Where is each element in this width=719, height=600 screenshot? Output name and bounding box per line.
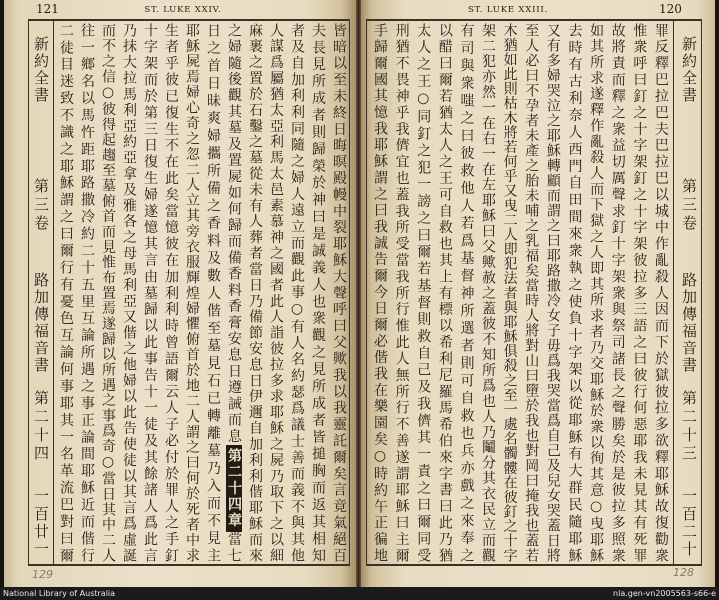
running-head: ST. LUKE XXIV. (144, 5, 222, 15)
text-column: 架二犯亦然一在右一在左耶穌曰父歟赦之蓋彼不知所爲也人乃鬮分其衣民立而觀 (480, 23, 497, 562)
text-column (224, 23, 243, 562)
text-column: 二徒目迷致不識之耶穌謂之曰爾行有憂色互論何事耶其一名革流巴對曰爾 (58, 23, 74, 562)
text-column: 去時有古利奈人西門自田間來衆執之使負十字架以從耶穌有大群民隨耶穌 (566, 23, 583, 562)
scan-footer (0, 587, 719, 600)
text-column: 夫長見所成者則歸榮於神曰是誠義人也衆觀之見所成者皆搥胸而返其相知 (310, 23, 326, 562)
text-body (370, 23, 670, 562)
margin-volume: 第三卷 (32, 178, 50, 230)
margin-volume: 第三卷 (680, 178, 698, 230)
handwritten-page-number: 128 (673, 566, 694, 579)
margin-collection-title: 新約全書 (680, 36, 698, 102)
handwritten-page-number: 129 (32, 568, 53, 581)
text-column: 木猶如此則枯木將若何乎又曳二人即犯法者與耶穌俱殺之至一處名髑髏在彼釘之十字 (501, 23, 518, 562)
text-column: 至人必曰不孕者未產之胎未哺之乳福矣當時人將對山曰墮於我也對岡曰掩我也蓋若 (523, 23, 540, 562)
text-column: 以醋曰爾若猶太人之王可自救也其上有標以希利尼羅馬希伯來字書曰此乃猶 (436, 23, 453, 562)
text-column: 如其所求遂釋作亂殺人而下獄之人即其所求者乃交耶穌於衆以徇其意○曳耶穌 (588, 23, 605, 562)
text-column: 惟衆呼曰釘之十字架釘之十字架彼拉多三語之曰彼行何惡耶我未見其有死罪 (631, 23, 648, 562)
text-column: 罪反釋巴拉巴夫巴拉巴以城中作亂殺人因而下於獄彼拉多欲釋耶穌故復勸衆 (652, 23, 669, 562)
text-column: 耶穌屍焉婦心奇之忽二人立其旁衣服輝煌婦懼俯首於地二人謂之曰何於死者中求 (184, 23, 200, 562)
right-page (361, 0, 715, 587)
scan-identifier: nla.gen-vn2005563-s66-e (613, 589, 716, 598)
left-page (4, 0, 356, 587)
text-column: 手歸爾國其憶我耶穌謂之曰我誠告爾今日爾必偕我在樂園矣○時約午正徧地 (372, 23, 388, 562)
text-column: 日之首日昧爽婦攜所備之香料及數人偕至墓見石已轉離墓乃入而不見主 (205, 23, 221, 562)
text-column: 而不之信○彼得起趨至墓俯首而見惟布置焉遂歸以所遇之事爲奇○當日其中二人 (100, 23, 116, 562)
text-column: 又有多婦哭泣之耶穌轉顧而謂之曰耶路撒冷女子毋爲我哭當爲自己及兒女哭蓋日將 (544, 23, 561, 562)
text-segment: 之婦隨後觀其墓及置屍如何歸而備香料香膏安息日遵誡而息 (226, 23, 242, 445)
margin-folio: 一百二十 (680, 488, 698, 556)
page-number: 120 (659, 2, 682, 16)
text-column: 麻裹之置於石鑿之墓從未有人葬者當日乃備節安息日伊邇自加利利偕耶穌而來 (247, 23, 263, 562)
margin-divider (673, 19, 674, 566)
running-head: ST. LUKE XXIII. (467, 5, 549, 15)
margin-divider (53, 19, 54, 566)
text-column: 生者乎彼已復生不在此矣當憶彼在加利利時曾語爾云人子必付於罪人之手釘 (163, 23, 179, 562)
text-column: 人謀爲屬猶太亞利馬太邑素慕神之國者此人詣彼拉多求耶穌之屍乃取下之以細 (268, 23, 284, 562)
page-number: 121 (36, 2, 59, 16)
margin-chapter: 第二十四 (32, 390, 50, 460)
text-column: 往一鄉名以馬忤距耶路撒冷約二十五里互論所遇之事正論間耶穌近而偕行 (79, 23, 95, 562)
text-column: 刑猶不畏神乎我儕宜也蓋我所受當我所行惟此人無所行不善遂謂耶穌曰主爾 (393, 23, 410, 562)
text-column: 十字架而於第三日復生婦遂憶其言由墓歸以此事告十一徒及其餘諸人爲此言 (142, 23, 158, 562)
margin-book-title: 路加傳福音書 (32, 272, 50, 372)
margin-book-title: 路加傳福音書 (680, 272, 698, 372)
library-credit: National Library of Australia (3, 589, 116, 598)
margin-chapter: 第二十三 (680, 390, 698, 460)
text-column: 者及自加利利同隨之婦人遠立而觀此事○有人名約瑟爲議士善而義不與其他 (289, 23, 305, 562)
text-column: 故將責而釋之衆益切厲聲求釘十字架衆與祭司諸長之聲勝矣於是彼拉多照衆 (609, 23, 626, 562)
text-body (56, 23, 348, 562)
text-column: 太人之王○同釘之犯一謗之曰爾若基督則救自己及我儕其一責之曰爾同受 (415, 23, 432, 562)
text-column: 皆暗以至未終日晦暝殿幔中裂耶穌大聲呼曰父歟我以我靈託爾矣言竟氣絕百 (331, 23, 347, 562)
text-segment: 當七 (226, 531, 242, 562)
chapter-marker: 第二十四章 (226, 445, 242, 532)
text-column: 乃抹大拉馬利亞約亞拿及雅各之母馬利亞又偕之他婦以此告使徒以其言爲虛誕 (121, 23, 137, 562)
text-column: 有司與衆嗤之曰彼救他人若爲基督神所選者則可自救也兵亦戲之來奉之 (458, 23, 475, 562)
margin-folio: 一百廿一 (32, 488, 50, 556)
margin-collection-title: 新約全書 (32, 36, 50, 102)
